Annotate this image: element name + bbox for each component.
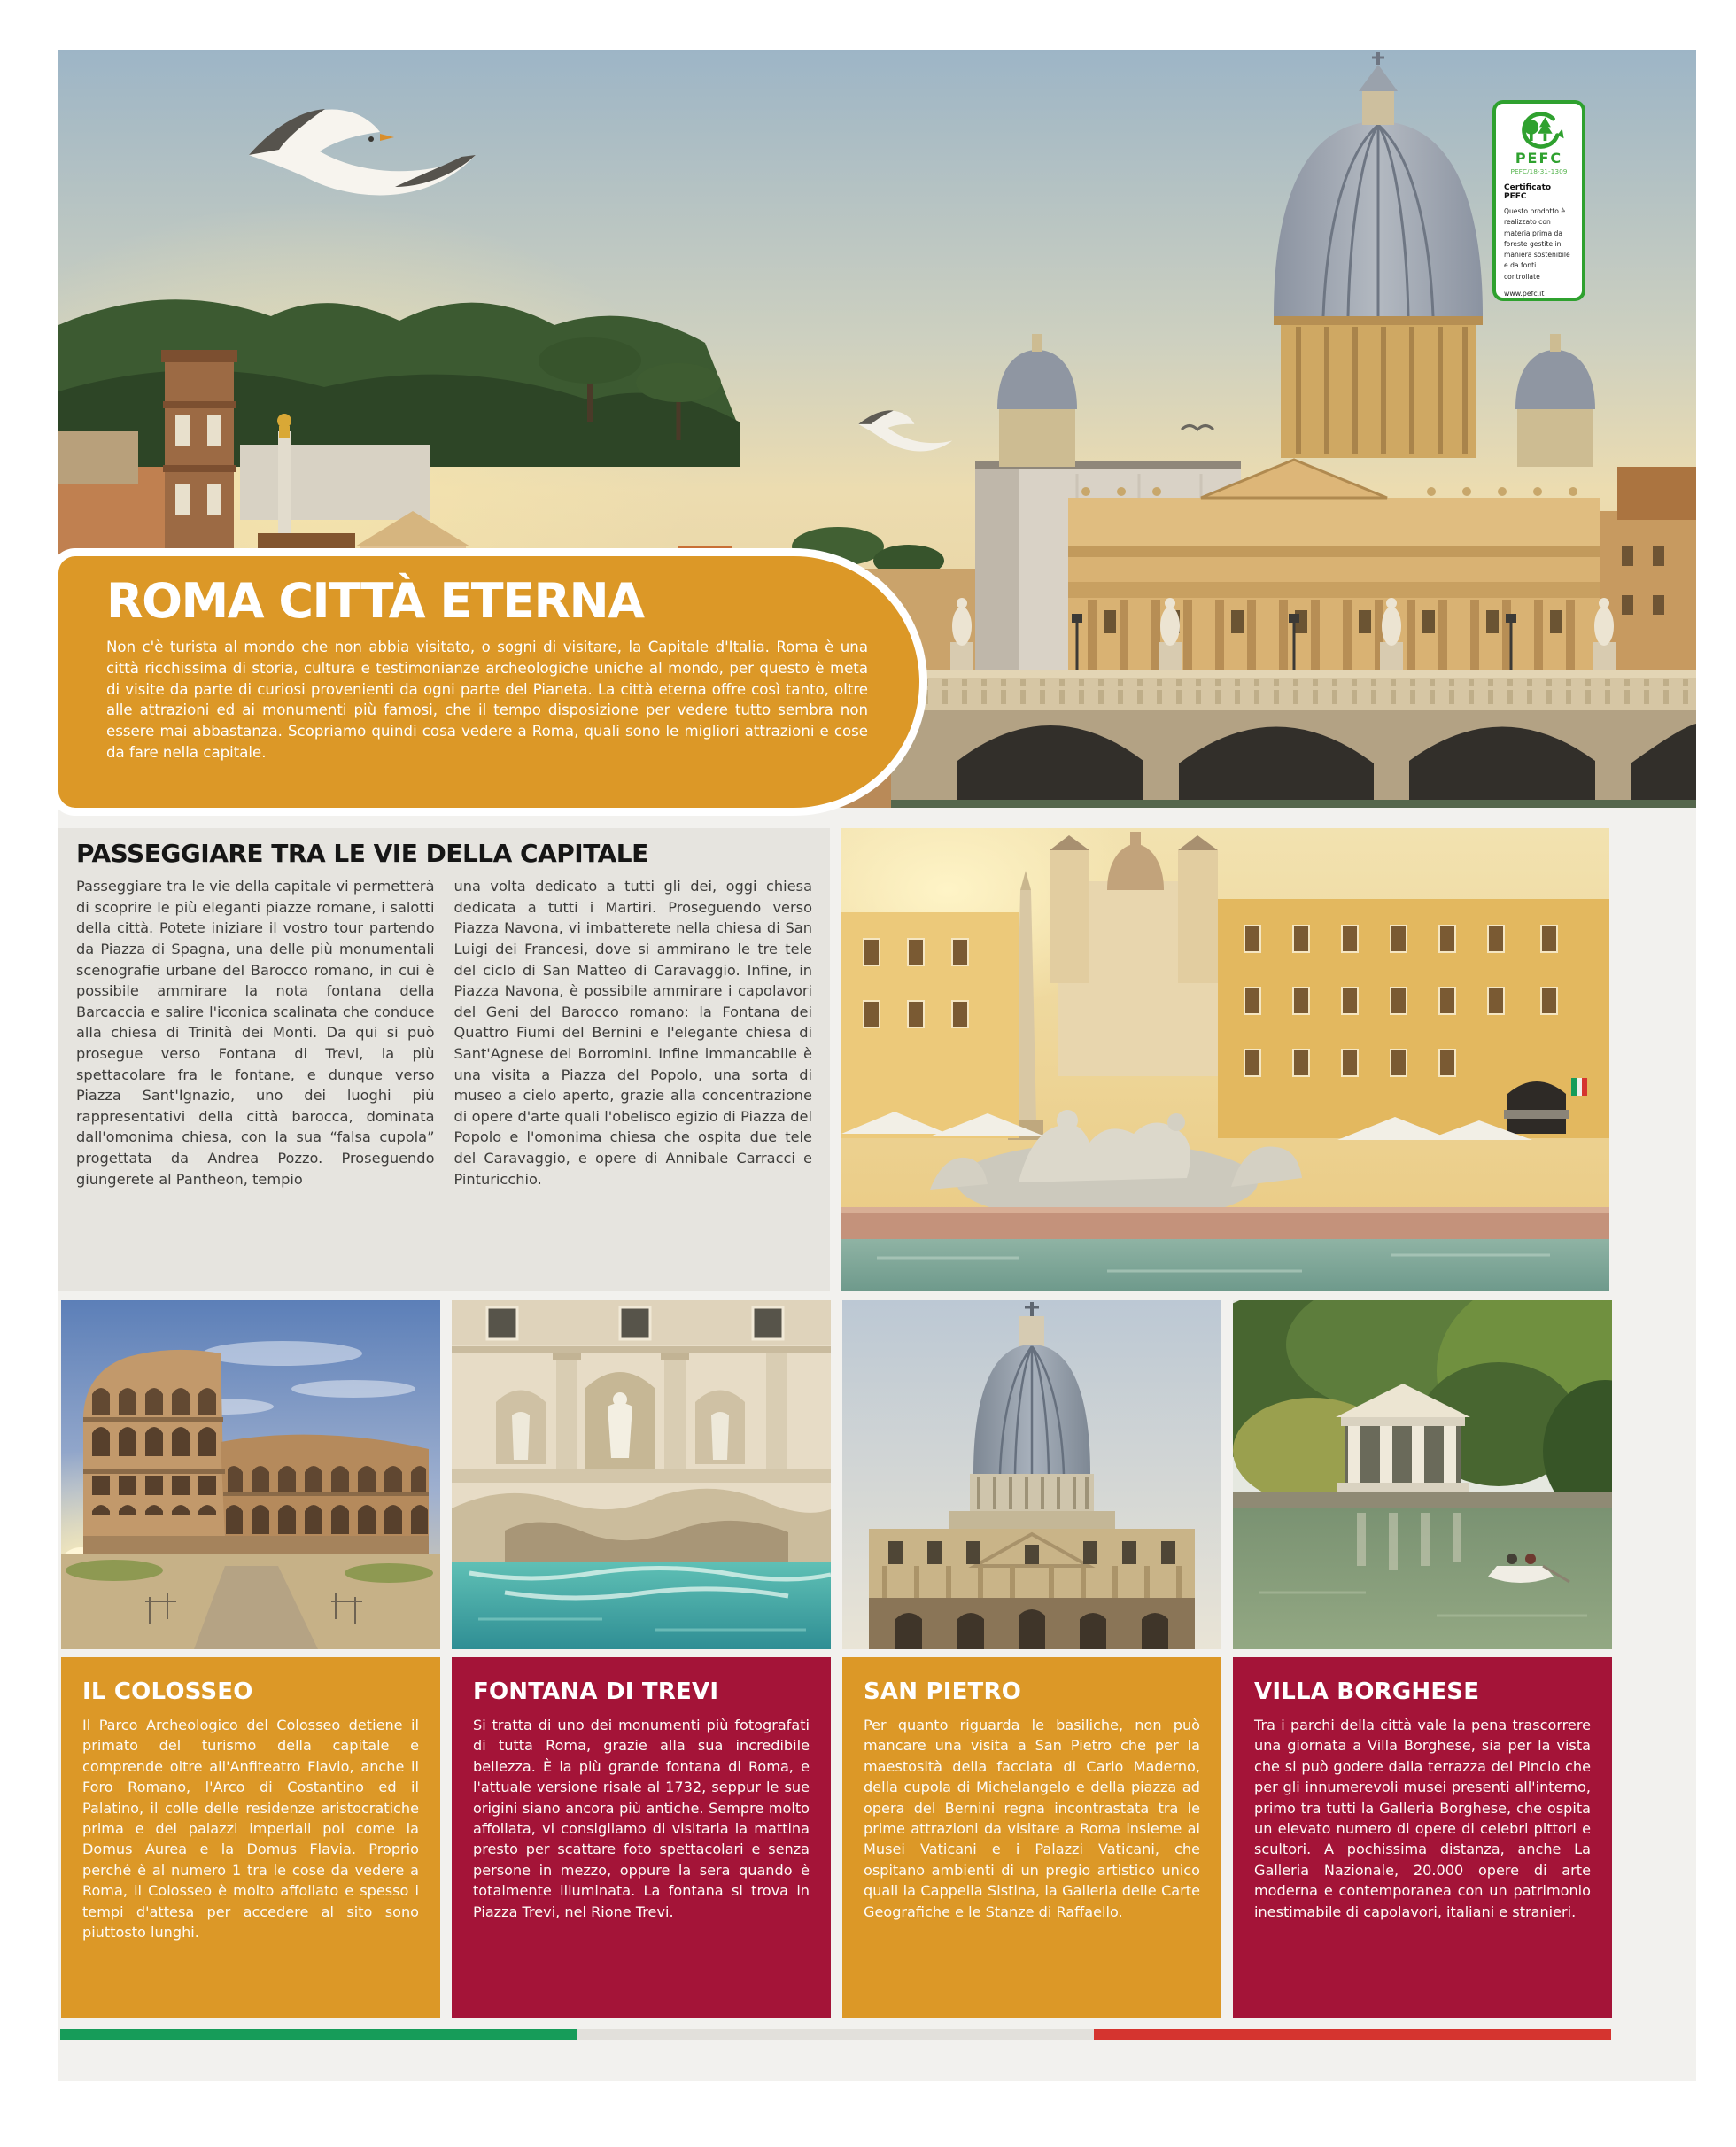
card-title: FONTANA DI TREVI <box>473 1678 719 1705</box>
card-body: Per quanto riguarda le basiliche, non può mancare una visita a San Pietro che per la maestosità della facciata di Carlo Maderno, della cupola di Michelangelo e della piazza ad opera del Bernini regna incontrastata tra le prime attrazioni da visitare a Roma insieme ai Musei Vaticani e i Palazzi Vaticani, che ospitano ambienti di un pregio artistico unico quali la Cappella Sistina, la Galleria delle Carte Geografiche e le Stanze di Raffaello. <box>864 1717 1200 1920</box>
intro-paragraph: Non c'è turista al mondo che non abbia visitato, o sogni di visitare, la Capitale d'Italia. Roma è una città ricchissima di storia, cultura e testimonianze archeologiche uniche al mondo, per questo è meta di visite da parte di curiosi provenienti da ogni parte del Pianeta. La città eterna offre così tanto, oltre alle attrazioni ed ai monumenti più famosi, che il tempo disposizione per vedere tutto sembra non essere mai abbastanza. Scopriamo quindi cosa vedere a Roma, quali sono le migliori attrazioni e cose da fare nella capitale. <box>106 639 868 761</box>
colosseum-photo <box>61 1300 440 1649</box>
villa-borghese-photo <box>1233 1300 1612 1649</box>
pefc-trees-icon <box>1514 111 1565 151</box>
card-title: IL COLOSSEO <box>82 1678 253 1705</box>
page-title: ROMA CITTÀ ETERNA <box>106 573 644 629</box>
pefc-certificate-badge <box>1492 100 1585 301</box>
italian-flag-bar <box>60 2029 1611 2040</box>
flag-white-segment <box>577 2029 1095 2040</box>
st-peters-facade-front <box>869 1529 1195 1649</box>
st-peters-photo <box>842 1300 1221 1649</box>
card-san-pietro <box>842 1657 1221 2018</box>
walk-columns <box>76 876 812 1190</box>
card-colosseo <box>61 1657 440 2018</box>
flag-red-segment <box>1094 2029 1611 2040</box>
card-body: Il Parco Archeologico del Colosseo detiene il primato del turismo della capitale e comprende oltre all'Anfiteatro Flavio, anche il Foro Romano, l'Arco di Costantino ed il Palatino, il colle delle residenze aristocratiche prima e dei palazzi imperiali poi come la Domus Aurea e la Domus Flavia. Proprio perché è al numero 1 tra le cose da vedere a Roma, il Colosseo è molto affollato e spesso i tempi d'attesa per accedere al sito sono piuttosto lunghi. <box>82 1717 419 1942</box>
pefc-cert-title: Certificato PEFC <box>1504 183 1552 201</box>
card-body: Tra i parchi della città vale la pena trascorrere una giornata a Villa Borghese, sia per la vista che si può godere dalla terrazza del Pincio che per gli innumerevoli musei presenti all'interno, primo tra tutti la Galleria Borghese, che ospita un elevato numero di opere di celebri pittori e scultori. A pochissima distanza, anche La Galleria Nazionale, 20.000 opere di arte moderna e contemporanea con un patrimonio inestimabile di capolavori, italiani e stranieri. <box>1254 1717 1591 1920</box>
pefc-url: www.pefc.it <box>1504 290 1545 298</box>
card-fontana-di-trevi <box>452 1657 831 2018</box>
walk-section-panel <box>58 828 830 1291</box>
pefc-cert-text: Questo prodotto è realizzato con materia prima da foreste gestite in maniera sostenibile e da fonti controllate <box>1504 207 1570 281</box>
title-banner <box>58 556 919 808</box>
sant-agnese-church <box>1050 832 1218 1076</box>
card-title: VILLA BORGHESE <box>1254 1678 1480 1705</box>
page-sheet <box>58 50 1696 2081</box>
flag-green-segment <box>60 2029 577 2040</box>
walk-column-2: una volta dedicato a tutti gli dei, oggi chiesa dedicata a tutti i Martiri. Proseguendo verso Piazza Navona, vi imbatterete nella chiesa di San Luigi dei Francesi, dove si ammirano le tre tele del ciclo di San Matteo di Caravaggio. Infine, in Piazza Navona, è possibile ammirare i capolavori del Geni del Barocco romano: la Fontana dei Quattro Fiumi del Bernini e l'elegante chiesa di Sant'Agnese del Borromini. Infine immancabile è una visita a Piazza del Popolo, una sorta di museo a cielo aperto, grazie alla concentrazione di opere d'arte quali l'obelisco egizio di Piazza del Popolo e l'omonima chiesa che ospita due tele del Caravaggio, e opere di Annibale Carracci e Pinturicchio. <box>453 878 812 1188</box>
pefc-license-code: PEFC/18-31-1309 <box>1510 167 1568 175</box>
bell-tower <box>161 350 237 577</box>
walk-section-heading: PASSEGGIARE TRA LE VIE DELLA CAPITALE <box>76 839 648 868</box>
card-title: SAN PIETRO <box>864 1678 1022 1705</box>
walk-column-1: Passeggiare tra le vie della capitale vi permetterà di scoprire le più eleganti piazze romane, i salotti della città. Potete iniziare il vostro tour partendo da Piazza di Spagna, una delle più monumentali scenografie urbane del Barocco romano, in cui è possibile ammirare la nota fontana della Barcaccia e salire l'iconica scalinata che conduce alla chiesa di Trinità dei Monti. Da qui si può prosegue verso Fontana di Trevi, la più spettacolare fra le fontane, e dunque verso Piazza Sant'Ignazio, uno dei luoghi più rappresentativi della città barocca, dominata dall'omonima chiesa, con la sua “falsa cupola” progettata da Andrea Pozzo. Proseguendo giungerete al Pantheon, tempio <box>76 878 435 1188</box>
card-body: Si tratta di uno dei monumenti più fotografati di tutta Roma, grazie alla sua incredibile bellezza. È la più grande fontana di Roma, e l'attuale versione risale al 1732, seppur le sue origini siano ancora più antiche. Sempre molto affollata, vi consigliamo di visitarla la mattina presto per scattare foto spettacolari e senza persone in mezzo, oppure la sera quando è totalmente illuminata. La fontana si trova in Piazza Trevi, nel Rione Trevi. <box>473 1717 810 1920</box>
trevi-fountain-photo <box>452 1300 831 1649</box>
card-villa-borghese <box>1233 1657 1612 2018</box>
pefc-wordmark: PEFC <box>1515 150 1563 167</box>
piazza-navona-photo <box>841 828 1609 1291</box>
